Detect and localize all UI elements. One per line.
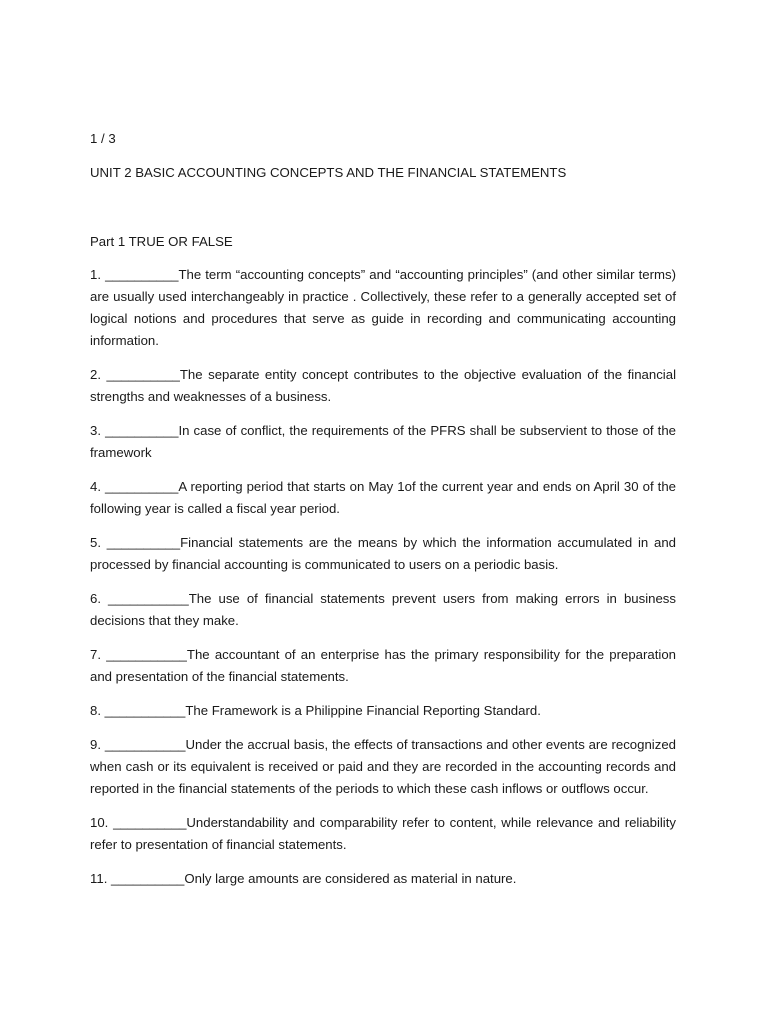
question-item	[90, 588, 676, 632]
question-text: Under the accrual basis, the effects of transactions and other events are recognized when cash or its equivalent is received or paid and they are recorded in the accounting records and reported in the financial statements of the periods to which these cash inflows or outflows occur.	[90, 737, 676, 796]
question-item	[90, 532, 676, 576]
answer-blank: ___________	[108, 590, 189, 606]
part-heading: Part 1 TRUE OR FALSE	[90, 233, 233, 249]
question-text: The Framework is a Philippine Financial Reporting Standard.	[185, 702, 541, 718]
answer-blank: __________	[106, 534, 181, 550]
question-item	[90, 476, 676, 520]
question-text: The use of financial statements prevent users from making errors in business decisions that they make.	[90, 590, 676, 628]
question-item	[90, 734, 676, 799]
question-item	[90, 644, 676, 688]
question-item	[90, 700, 676, 722]
question-text: In case of conflict, the requirements of the PFRS shall be subservient to those of the framework	[90, 422, 676, 460]
question-number: 10.	[90, 814, 109, 830]
question-item	[90, 868, 676, 890]
question-number: 5.	[90, 534, 101, 550]
question-number: 3.	[90, 422, 101, 438]
question-text: Financial statements are the means by which the information accumulated in and processed by financial accounting is communicated to users on a periodic basis.	[90, 534, 676, 572]
question-text: The term “accounting concepts” and “accounting principles” (and other similar terms) are usually used interchangeably in practice . Collectively, these refer to a generally accepted set of logical notions and procedures that serve as guide in recording and communicating accounting information.	[90, 267, 676, 348]
answer-blank: __________	[106, 366, 180, 382]
question-item	[90, 812, 676, 856]
document-title: UNIT 2 BASIC ACCOUNTING CONCEPTS AND THE FINANCIAL STATEMENTS	[90, 164, 567, 180]
document-page	[90, 128, 676, 902]
question-number: 8.	[90, 702, 101, 718]
question-number: 2.	[90, 366, 101, 382]
question-number: 9.	[90, 737, 101, 753]
page-indicator: 1 / 3	[90, 131, 116, 146]
question-item	[90, 420, 676, 464]
question-number: 1.	[90, 267, 101, 283]
question-text: A reporting period that starts on May 1of the current year and ends on April 30 of the following year is called a fiscal year period.	[90, 478, 676, 516]
question-number: 4.	[90, 478, 101, 494]
answer-blank: ___________	[106, 646, 187, 662]
question-text: The accountant of an enterprise has the primary responsibility for the preparation and presentation of the financial statements.	[90, 646, 676, 684]
question-number: 11.	[90, 870, 108, 886]
question-number: 6.	[90, 590, 101, 606]
answer-blank: ___________	[104, 702, 186, 718]
question-text: Understandability and comparability refer to content, while relevance and reliability refer to presentation of financial statements.	[90, 814, 676, 852]
question-item	[90, 264, 676, 351]
answer-blank: ___________	[104, 737, 186, 753]
answer-blank: __________	[105, 478, 179, 494]
question-text: Only large amounts are considered as material in nature.	[184, 870, 517, 886]
answer-blank: __________	[105, 267, 179, 283]
answer-blank: __________	[111, 870, 185, 886]
answer-blank: __________	[105, 422, 179, 438]
answer-blank: __________	[113, 814, 187, 830]
question-text: The separate entity concept contributes to the objective evaluation of the financial strengths and weaknesses of a business.	[90, 366, 676, 404]
question-number: 7.	[90, 646, 101, 662]
question-item	[90, 364, 676, 408]
